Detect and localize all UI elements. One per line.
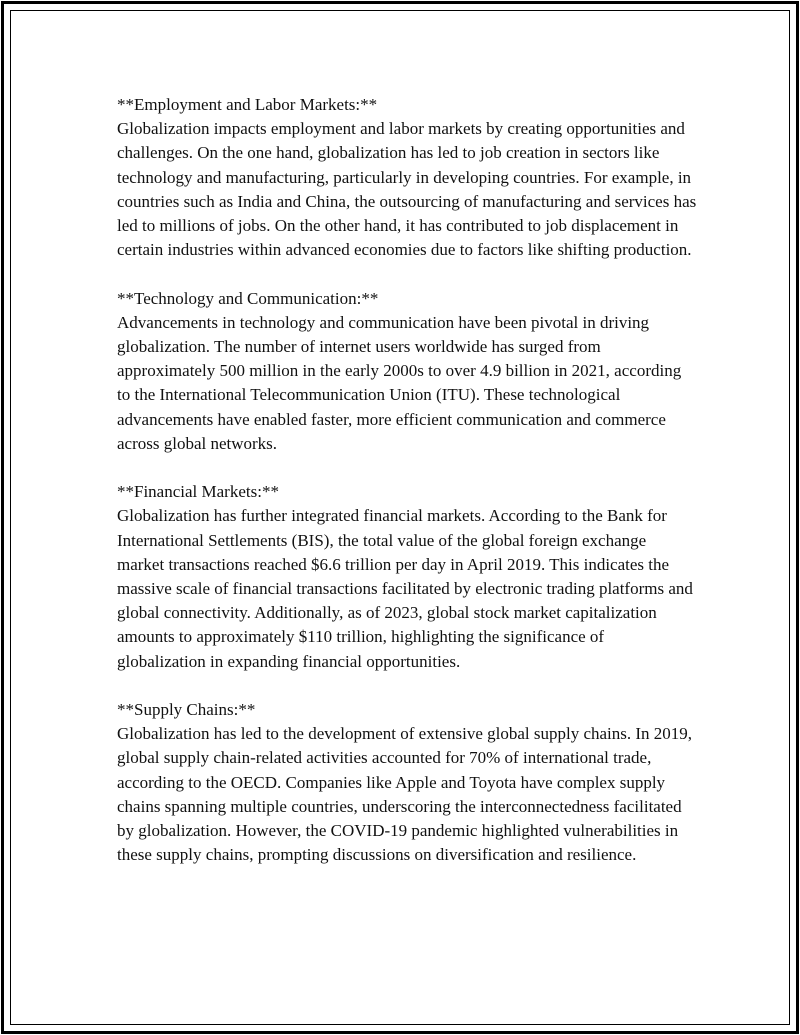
section-technology-communication (117, 287, 697, 456)
section-paragraph: Globalization impacts employment and labor markets by creating opportunities and challenges. On the one hand, globalization has led to job creation in sectors like technology and manufacturing, particularly in developing countries. For example, in countries such as India and China, the outsourcing of manufacturing and services has led to millions of jobs. On the other hand, it has contributed to job displacement in certain industries within advanced economies due to factors like shifting production. (117, 119, 697, 260)
section-financial-markets (117, 480, 697, 674)
section-supply-chains (117, 698, 697, 867)
section-heading: **Supply Chains:** (117, 700, 256, 720)
section-paragraph: Globalization has led to the development of extensive global supply chains. In 2019, global supply chain-related activities accounted for 70% of international trade, according to the OECD. Companies like Apple and Toyota have complex supply chains spanning multiple countries, underscoring the interconnectedness facilitated by globalization. However, the COVID-19 pandemic highlighted vulnerabilities in these supply chains, prompting discussions on diversification and resilience. (117, 724, 693, 865)
document-body (117, 93, 697, 892)
section-heading: **Technology and Communication:** (117, 288, 379, 308)
section-paragraph: Globalization has further integrated financial markets. According to the Bank for International Settlements (BIS), the total value of the global foreign exchange market transactions reached $6.6 trillion per day in April 2019. This indicates the massive scale of financial transactions facilitated by electronic trading platforms and global connectivity. Additionally, as of 2023, global stock market capitalization amounts to approximately $110 trillion, highlighting the significance of globalization in expanding financial opportunities. (117, 506, 693, 671)
section-paragraph: Advancements in technology and communication have been pivotal in driving globalization. The number of internet users worldwide has surged from approximately 500 million in the early 2000s to over 4.9 billion in 2021, according to the International Telecommunication Union (ITU). These technological advancements have enabled faster, more efficient communication and commerce across global networks. (117, 312, 682, 453)
section-heading: **Financial Markets:** (117, 482, 279, 502)
section-heading: **Employment and Labor Markets:** (117, 95, 378, 114)
section-employment-labor-markets (117, 93, 697, 262)
